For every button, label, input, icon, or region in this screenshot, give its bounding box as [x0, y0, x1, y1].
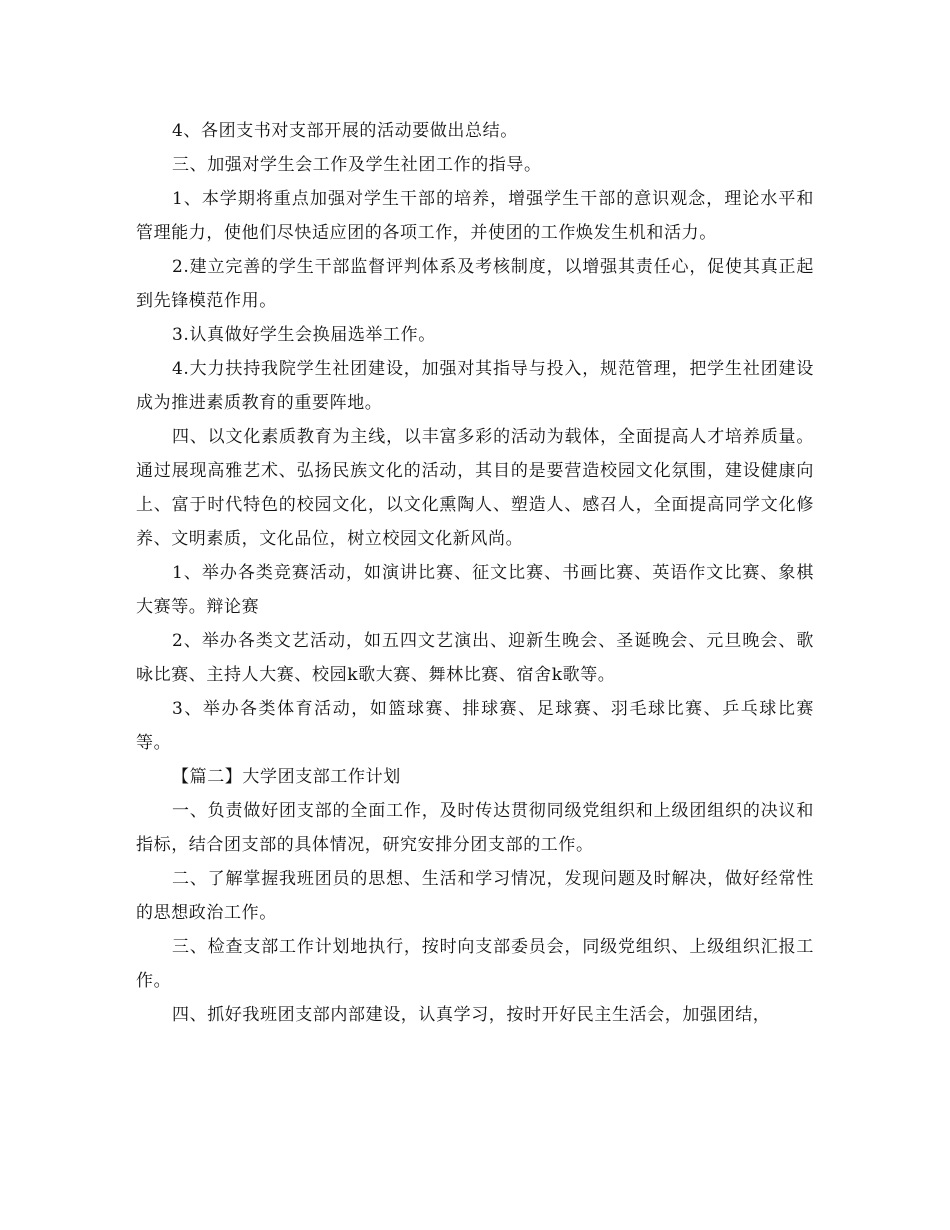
paragraph: 1、举办各类竞赛活动，如演讲比赛、征文比赛、书画比赛、英语作文比赛、象棋大赛等。辩论赛 — [136, 563, 814, 617]
paragraph: 四、抓好我班团支部内部建设，认真学习，按时开好民主生活会，加强团结， — [172, 1005, 771, 1025]
section-heading: 四、以文化素质教育为主线，以丰富多彩的活动为载体，全面提高人才培养质量。通过展现高雅艺术、弘扬民族文化的活动，其目的是要营造校园文化氛围，建设健康向上、富于时代特色的校园文化，以文化熏陶人、塑造人、感召人，全面提高同学文化修养、文明素质，文化品位，树立校园文化新风尚。 — [136, 427, 814, 549]
paragraph: 3、举办各类体育活动，如篮球赛、排球赛、足球赛、羽毛球比赛、乒乓球比赛等。 — [136, 699, 814, 753]
paragraph: 二、了解掌握我班团员的思想、生活和学习情况，发现问题及时解决，做好经常性的思想政治工作。 — [136, 869, 814, 923]
paragraph: 4.大力扶持我院学生社团建设，加强对其指导与投入，规范管理，把学生社团建设成为推进素质教育的重要阵地。 — [136, 359, 814, 413]
chapter-heading: 【篇二】大学团支部工作计划 — [172, 767, 401, 787]
section-heading: 三、加强对学生会工作及学生社团工作的指导。 — [172, 155, 542, 175]
paragraph: 一、负责做好团支部的全面工作，及时传达贯彻同级党组织和上级团组织的决议和指标，结合团支部的具体情况，研究安排分团支部的工作。 — [136, 801, 814, 855]
paragraph: 三、检查支部工作计划地执行，按时向支部委员会，同级党组织、上级组织汇报工作。 — [136, 937, 814, 991]
paragraph: 4、各团支书对支部开展的活动要做出总结。 — [172, 121, 518, 141]
paragraph: 1、本学期将重点加强对学生干部的培养，增强学生干部的意识观念，理论水平和管理能力，使他们尽快适应团的各项工作，并使团的工作焕发生机和活力。 — [136, 189, 814, 243]
paragraph: 2、举办各类文艺活动，如五四文艺演出、迎新生晚会、圣诞晚会、元旦晚会、歌咏比赛、主持人大赛、校园k歌大赛、舞林比赛、宿舍k歌等。 — [136, 631, 814, 685]
paragraph: 3.认真做好学生会换届选举工作。 — [172, 325, 436, 345]
paragraph: 2.建立完善的学生干部监督评判体系及考核制度，以增强其责任心，促使其真正起到先锋模范作用。 — [136, 257, 814, 311]
